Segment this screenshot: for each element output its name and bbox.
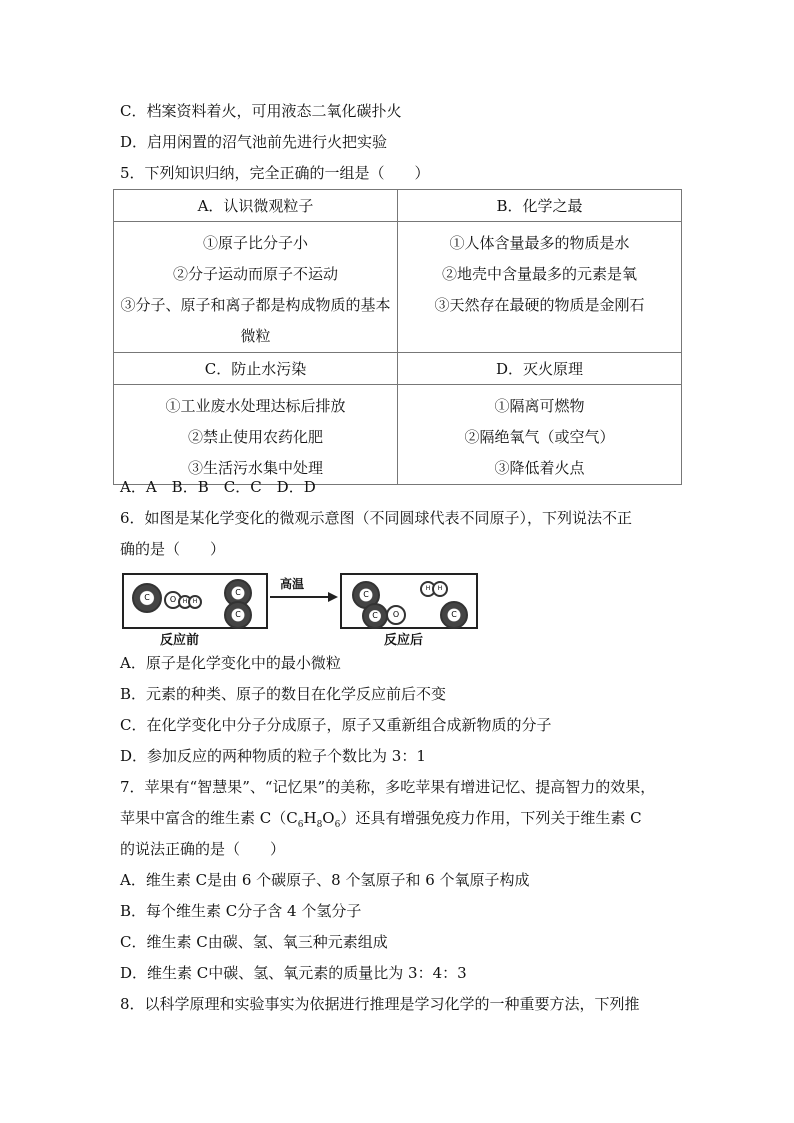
q5-stem: 5．下列知识归纳，完全正确的一组是（ ）: [120, 164, 430, 182]
table-item: ②禁止使用农药化肥: [187, 428, 323, 446]
table-item: ①隔离可燃物: [494, 397, 585, 415]
q7-stem-line3: 的说法正确的是（ ）: [120, 840, 286, 858]
table-header-b: B．化学之最: [398, 190, 682, 222]
reaction-arrow-icon: [268, 591, 340, 603]
table-item: ①人体含量最多的物质是水: [449, 234, 630, 252]
table-item: ②地壳中含量最多的元素是氧: [441, 265, 637, 283]
q7-option-d: D．维生素 C中碳、氢、氧元素的质量比为 3：4：3: [120, 964, 467, 982]
table-cell-a: [114, 222, 398, 353]
q7-stem-line1: 7．苹果有“智慧果”、“记忆果”的美称，多吃苹果有增进记忆、提高智力的效果，: [120, 778, 656, 796]
reaction-condition: 高温: [280, 577, 305, 591]
table-cell-d: [398, 385, 682, 485]
q7-option-a: A．维生素 C是由 6 个碳原子、8 个氢原子和 6 个氧原子构成: [120, 871, 530, 889]
carbon-atom: C: [440, 601, 468, 629]
q6-option-c: C．在化学变化中分子分成原子，原子又重新组合成新物质的分子: [120, 716, 552, 734]
table-header-a: A．认识微观粒子: [114, 190, 398, 222]
q7-option-c: C．维生素 C由碳、氢、氧三种元素组成: [120, 933, 388, 951]
knowledge-table: [113, 189, 682, 485]
carbon-atom: C: [352, 581, 380, 609]
hydrogen-atom: H: [432, 581, 448, 597]
table-item: ③天然存在最硬的物质是金刚石: [434, 296, 645, 314]
oxygen-atom: O: [386, 605, 406, 625]
table-item: ③生活污水集中处理: [187, 459, 323, 477]
carbon-atom: C: [362, 603, 388, 629]
q7-option-b: B．每个维生素 C分子含 4 个氢分子: [120, 902, 362, 920]
hydrogen-atom: H: [188, 595, 202, 609]
carbon-atom: C: [224, 601, 252, 629]
reaction-diagram: [120, 569, 480, 649]
table-item: ①工业废水处理达标后排放: [165, 397, 346, 415]
table-item: ②分子运动而原子不运动: [172, 265, 338, 283]
table-item: ③分子、原子和离子都是构成物质的基本: [120, 296, 391, 314]
table-header-d: D．灭火原理: [398, 353, 682, 385]
oxygen-atom: O: [164, 591, 182, 609]
q6-option-d: D．参加反应的两种物质的粒子个数比为 3：1: [120, 747, 426, 765]
hydrogen-atom: H: [420, 581, 436, 597]
q6-option-b: B．元素的种类、原子的数目在化学反应前后不变: [120, 685, 447, 703]
table-item: ①原子比分子小: [202, 234, 308, 252]
q6-stem-line2: 确的是（ ）: [120, 540, 226, 558]
table-item: 微粒: [240, 327, 271, 345]
table-cell-b: [398, 222, 682, 353]
before-box: [122, 573, 268, 629]
q5-answer-options: A．A B．B C．C D．D: [120, 478, 316, 496]
q4-option-d: D．启用闲置的沼气池前先进行火把实验: [120, 133, 388, 151]
before-label: 反应前: [160, 633, 200, 648]
carbon-atom: C: [224, 579, 252, 607]
after-label: 反应后: [384, 633, 424, 648]
table-cell-c: [114, 385, 398, 485]
carbon-atom: C: [132, 583, 162, 613]
q6-option-a: A．原子是化学变化中的最小微粒: [120, 654, 341, 672]
table-header-c: C．防止水污染: [114, 353, 398, 385]
hydrogen-atom: H: [178, 595, 192, 609]
table-item: ③降低着火点: [494, 459, 585, 477]
q8-stem-line1: 8．以科学原理和实验事实为依据进行推理是学习化学的一种重要方法，下列推: [120, 995, 640, 1013]
table-item: ②隔绝氧气（或空气）: [464, 428, 615, 446]
after-box: [340, 573, 478, 629]
q4-option-c: C．档案资料着火，可用液态二氧化碳扑火: [120, 102, 402, 120]
q6-stem-line1: 6．如图是某化学变化的微观示意图（不同圆球代表不同原子），下列说法不正: [120, 509, 633, 527]
q7-stem-line2: 苹果中富含的维生素 $C(C_6H_8O_6)$还具有增强免疫力作用，下列关于维生素 C: [120, 809, 642, 830]
